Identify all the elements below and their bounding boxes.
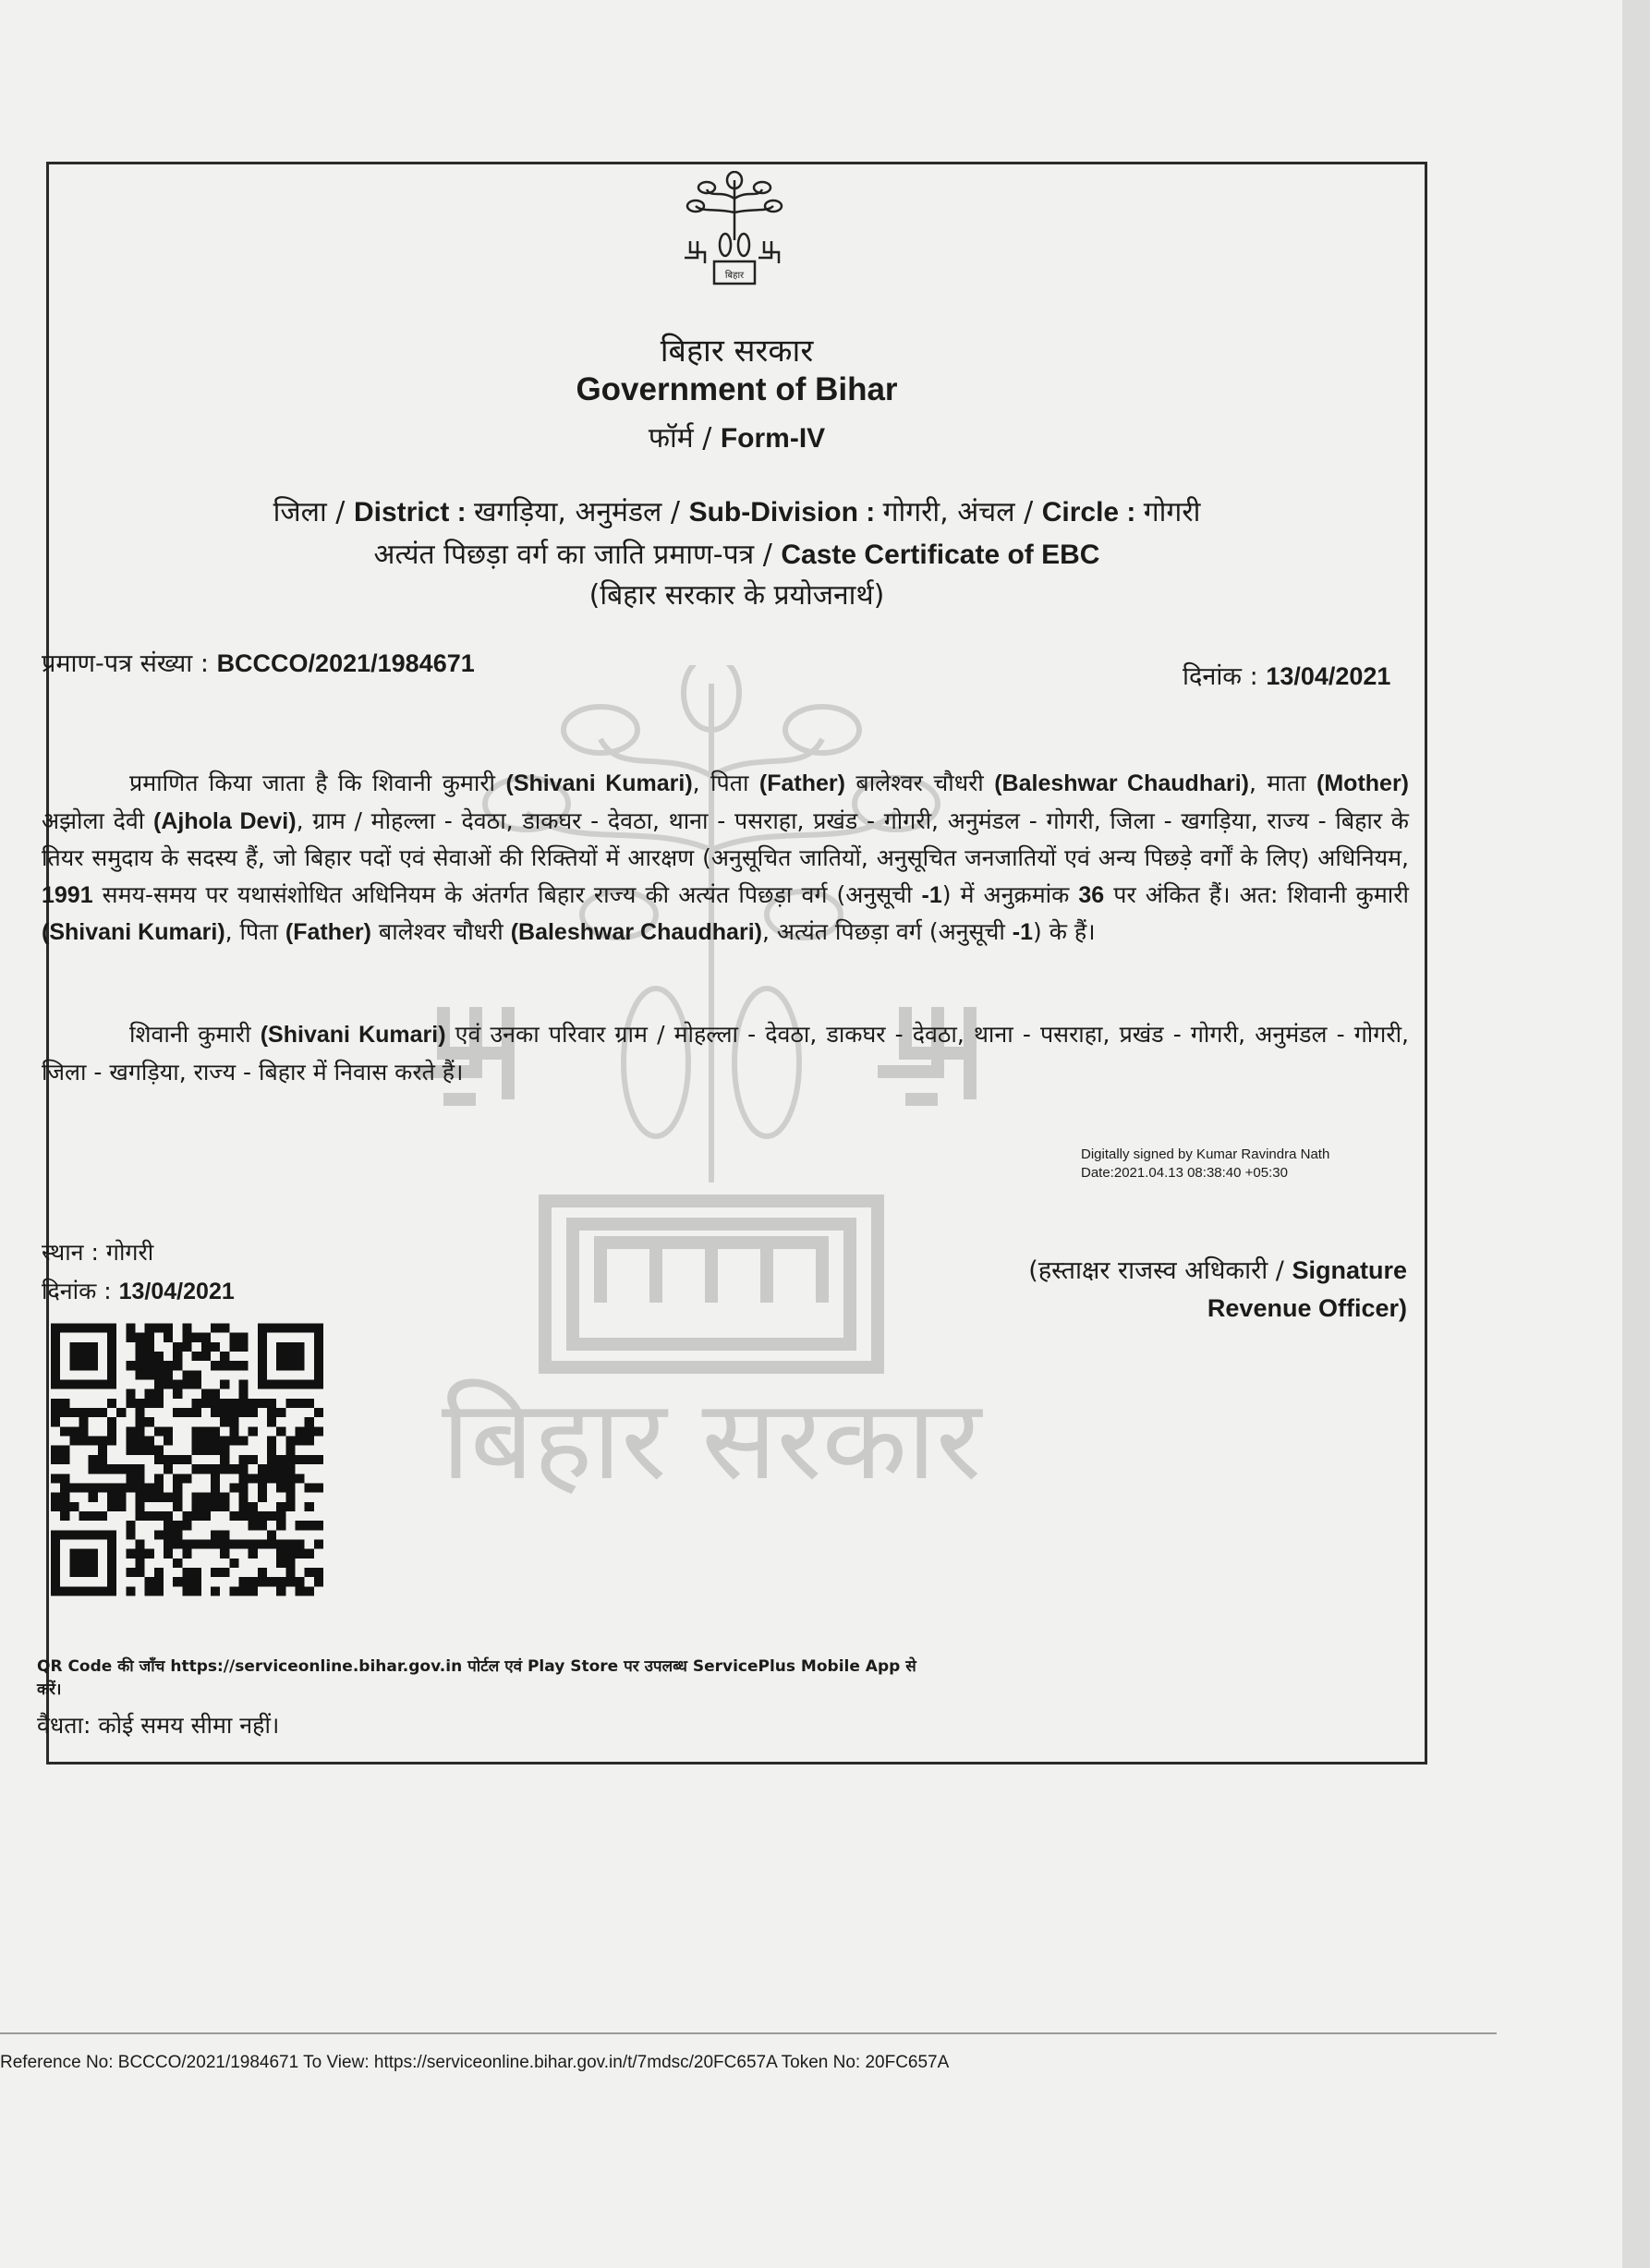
certificate-number-value: BCCCO/2021/1984671 <box>216 649 475 677</box>
father-name-en: (Baleshwar Chaudhari) <box>994 770 1250 796</box>
jurisdiction-line <box>0 491 1474 529</box>
residence-paragraph <box>42 1016 1409 1090</box>
gov-hindi-title: बिहार सरकार <box>660 333 814 370</box>
signature-en: Signature <box>1292 1256 1407 1284</box>
qr-code[interactable] <box>51 1321 323 1598</box>
p1-text: बालेश्वर चौधरी <box>370 918 511 945</box>
qr-verification-note <box>37 1656 924 1702</box>
footer-divider <box>0 2032 1497 2034</box>
p1-text: , ग्राम / मोहल्ला - देवठा, डाकघर - देवठा, थाना - पसराहा, प्रखंड - गोगरी, अनुमंडल - गोगरी, जिला - खगड़िया, राज्य - बिहार के तियर समुदाय के सदस्य हैं, जो बिहार पदों एवं सेवाओं की रिक्तियों में आरक्षण (अनुसूचित जातियों, अनुसूचित जनजातियों एवं अन्य पिछड़े वर्गों के लिए) अधिनियम, <box>42 807 1409 871</box>
mother-label: (Mother) <box>1316 770 1410 796</box>
signature-line1 <box>1028 1252 1407 1290</box>
subdivision-label: Sub-Division : <box>688 497 883 528</box>
serial-number: 36 <box>1078 881 1105 908</box>
p1-text: अझोला देवी <box>42 807 153 834</box>
p2-text: शिवानी कुमारी <box>129 1021 261 1048</box>
play-store-text: Play Store <box>527 1657 619 1676</box>
issue-date-value: 13/04/2021 <box>1266 662 1391 690</box>
form-number: Form-IV <box>720 423 826 454</box>
form-label <box>0 418 1474 455</box>
p1-text: प्रमाणित किया जाता है कि शिवानी कुमारी <box>129 770 506 796</box>
signature-line2: Revenue Officer) <box>1207 1294 1407 1322</box>
gov-english-title: Government of Bihar <box>576 371 898 407</box>
applicant-name-en: (Shivani Kumari) <box>42 919 225 945</box>
signature-hi: (हस्ताक्षर राजस्व अधिकारी / <box>1028 1256 1292 1285</box>
circle-value: गोगरी <box>1143 496 1201 528</box>
certificate-title <box>0 534 1474 572</box>
verification-url: https://serviceonline.bihar.gov.in <box>170 1657 463 1676</box>
digital-signature-signer: Digitally signed by Kumar Ravindra Nath <box>1081 1146 1330 1162</box>
p1-text: , अत्यंत पिछड़ा वर्ग (अनुसूची <box>761 918 1013 945</box>
father-label: (Father) <box>758 770 845 796</box>
certificate-number <box>42 645 475 679</box>
place-date-label: दिनांक : <box>42 1278 119 1304</box>
watermark-text: बिहार सरकार <box>441 1377 982 1505</box>
validity-note: वैधता: कोई समय सीमा नहीं। <box>37 1712 280 1739</box>
serviceplus-text: ServicePlus <box>692 1657 796 1676</box>
form-prefix: फॉर्म / <box>648 422 721 455</box>
reference-footer: Reference No: BCCCO/2021/1984671 To View: https://serviceonline.bihar.gov.in/t/7mdsc/20FC657A Token No: 20FC657A <box>0 2053 950 2072</box>
p1-text: , पिता <box>692 770 759 796</box>
place-label: स्थान : <box>42 1239 106 1266</box>
mother-name-en: (Ajhola Devi) <box>153 807 297 834</box>
p1-text: ) के हैं। <box>1033 918 1096 945</box>
signature-block <box>1028 1252 1407 1327</box>
act-year: 1991 <box>42 881 93 908</box>
issue-date <box>1183 658 1390 692</box>
p1-text: समय-समय पर यथासंशोधित अधिनियम के अंतर्गत बिहार राज्य की अत्यंत पिछड़ा वर्ग (अनुसूची <box>92 880 922 908</box>
certificate-purpose: (बिहार सरकार के प्रयोजनार्थ) <box>588 579 885 612</box>
certificate-number-label: प्रमाण-पत्र संख्या : <box>42 649 217 678</box>
place <box>42 1236 153 1267</box>
schedule-number: -1 <box>921 881 942 908</box>
district-en-label: District : <box>353 497 474 528</box>
father-name-en: (Baleshwar Chaudhari) <box>510 919 762 945</box>
p1-text: , माता <box>1249 770 1317 796</box>
circle-label: Circle : <box>1041 497 1144 528</box>
district-hi-label: जिला / <box>273 496 354 528</box>
digital-signature-block <box>1081 1146 1329 1183</box>
digital-signature-date: Date:2021.04.13 08:38:40 +05:30 <box>1081 1165 1288 1181</box>
p2-text: एवं उनका परिवार ग्राम / मोहल्ला - देवठा, डाकघर - देवठा, थाना - पसराहा, प्रखंड - गोगरी, अनुमंडल - गोगरी, जिला - खगड़िया, राज्य - बिहार में निवास करते हैं। <box>42 1021 1409 1085</box>
district-value: खगड़िया, अनुमंडल / <box>473 496 689 528</box>
father-label: (Father) <box>285 919 371 945</box>
place-date <box>42 1275 235 1306</box>
subdivision-value: गोगरी, अंचल / <box>882 496 1042 528</box>
qr-note-text: Mobile App से करें। <box>37 1657 916 1699</box>
applicant-name-en: (Shivani Kumari) <box>505 770 693 796</box>
p1-text: , पिता <box>224 918 285 945</box>
issue-date-label: दिनांक : <box>1183 662 1267 691</box>
certificate-title-hi: अत्यंत पिछड़ा वर्ग का जाति प्रमाण-पत्र / <box>373 539 782 571</box>
certification-paragraph <box>42 765 1409 952</box>
p1-text: पर अंकित हैं। अत: शिवानी कुमारी <box>1104 880 1409 908</box>
p1-text: बालेश्वर चौधरी <box>844 770 995 796</box>
place-date-value: 13/04/2021 <box>118 1279 235 1304</box>
certificate-title-en: Caste Certificate of EBC <box>781 540 1100 570</box>
schedule-number: -1 <box>1012 919 1033 945</box>
emblem-text: बिहार <box>724 271 745 281</box>
bihar-emblem-logo <box>679 171 790 291</box>
qr-note-text: QR Code की जाँच <box>37 1657 171 1676</box>
scan-edge <box>1622 0 1650 2268</box>
qr-note-text: पोर्टल एवं <box>462 1657 528 1676</box>
place-value: गोगरी <box>105 1239 154 1266</box>
applicant-name-en: (Shivani Kumari) <box>260 1022 446 1048</box>
qr-note-text: पर उपलब्ध <box>618 1657 693 1676</box>
p1-text: ) में अनुक्रमांक <box>941 880 1079 908</box>
